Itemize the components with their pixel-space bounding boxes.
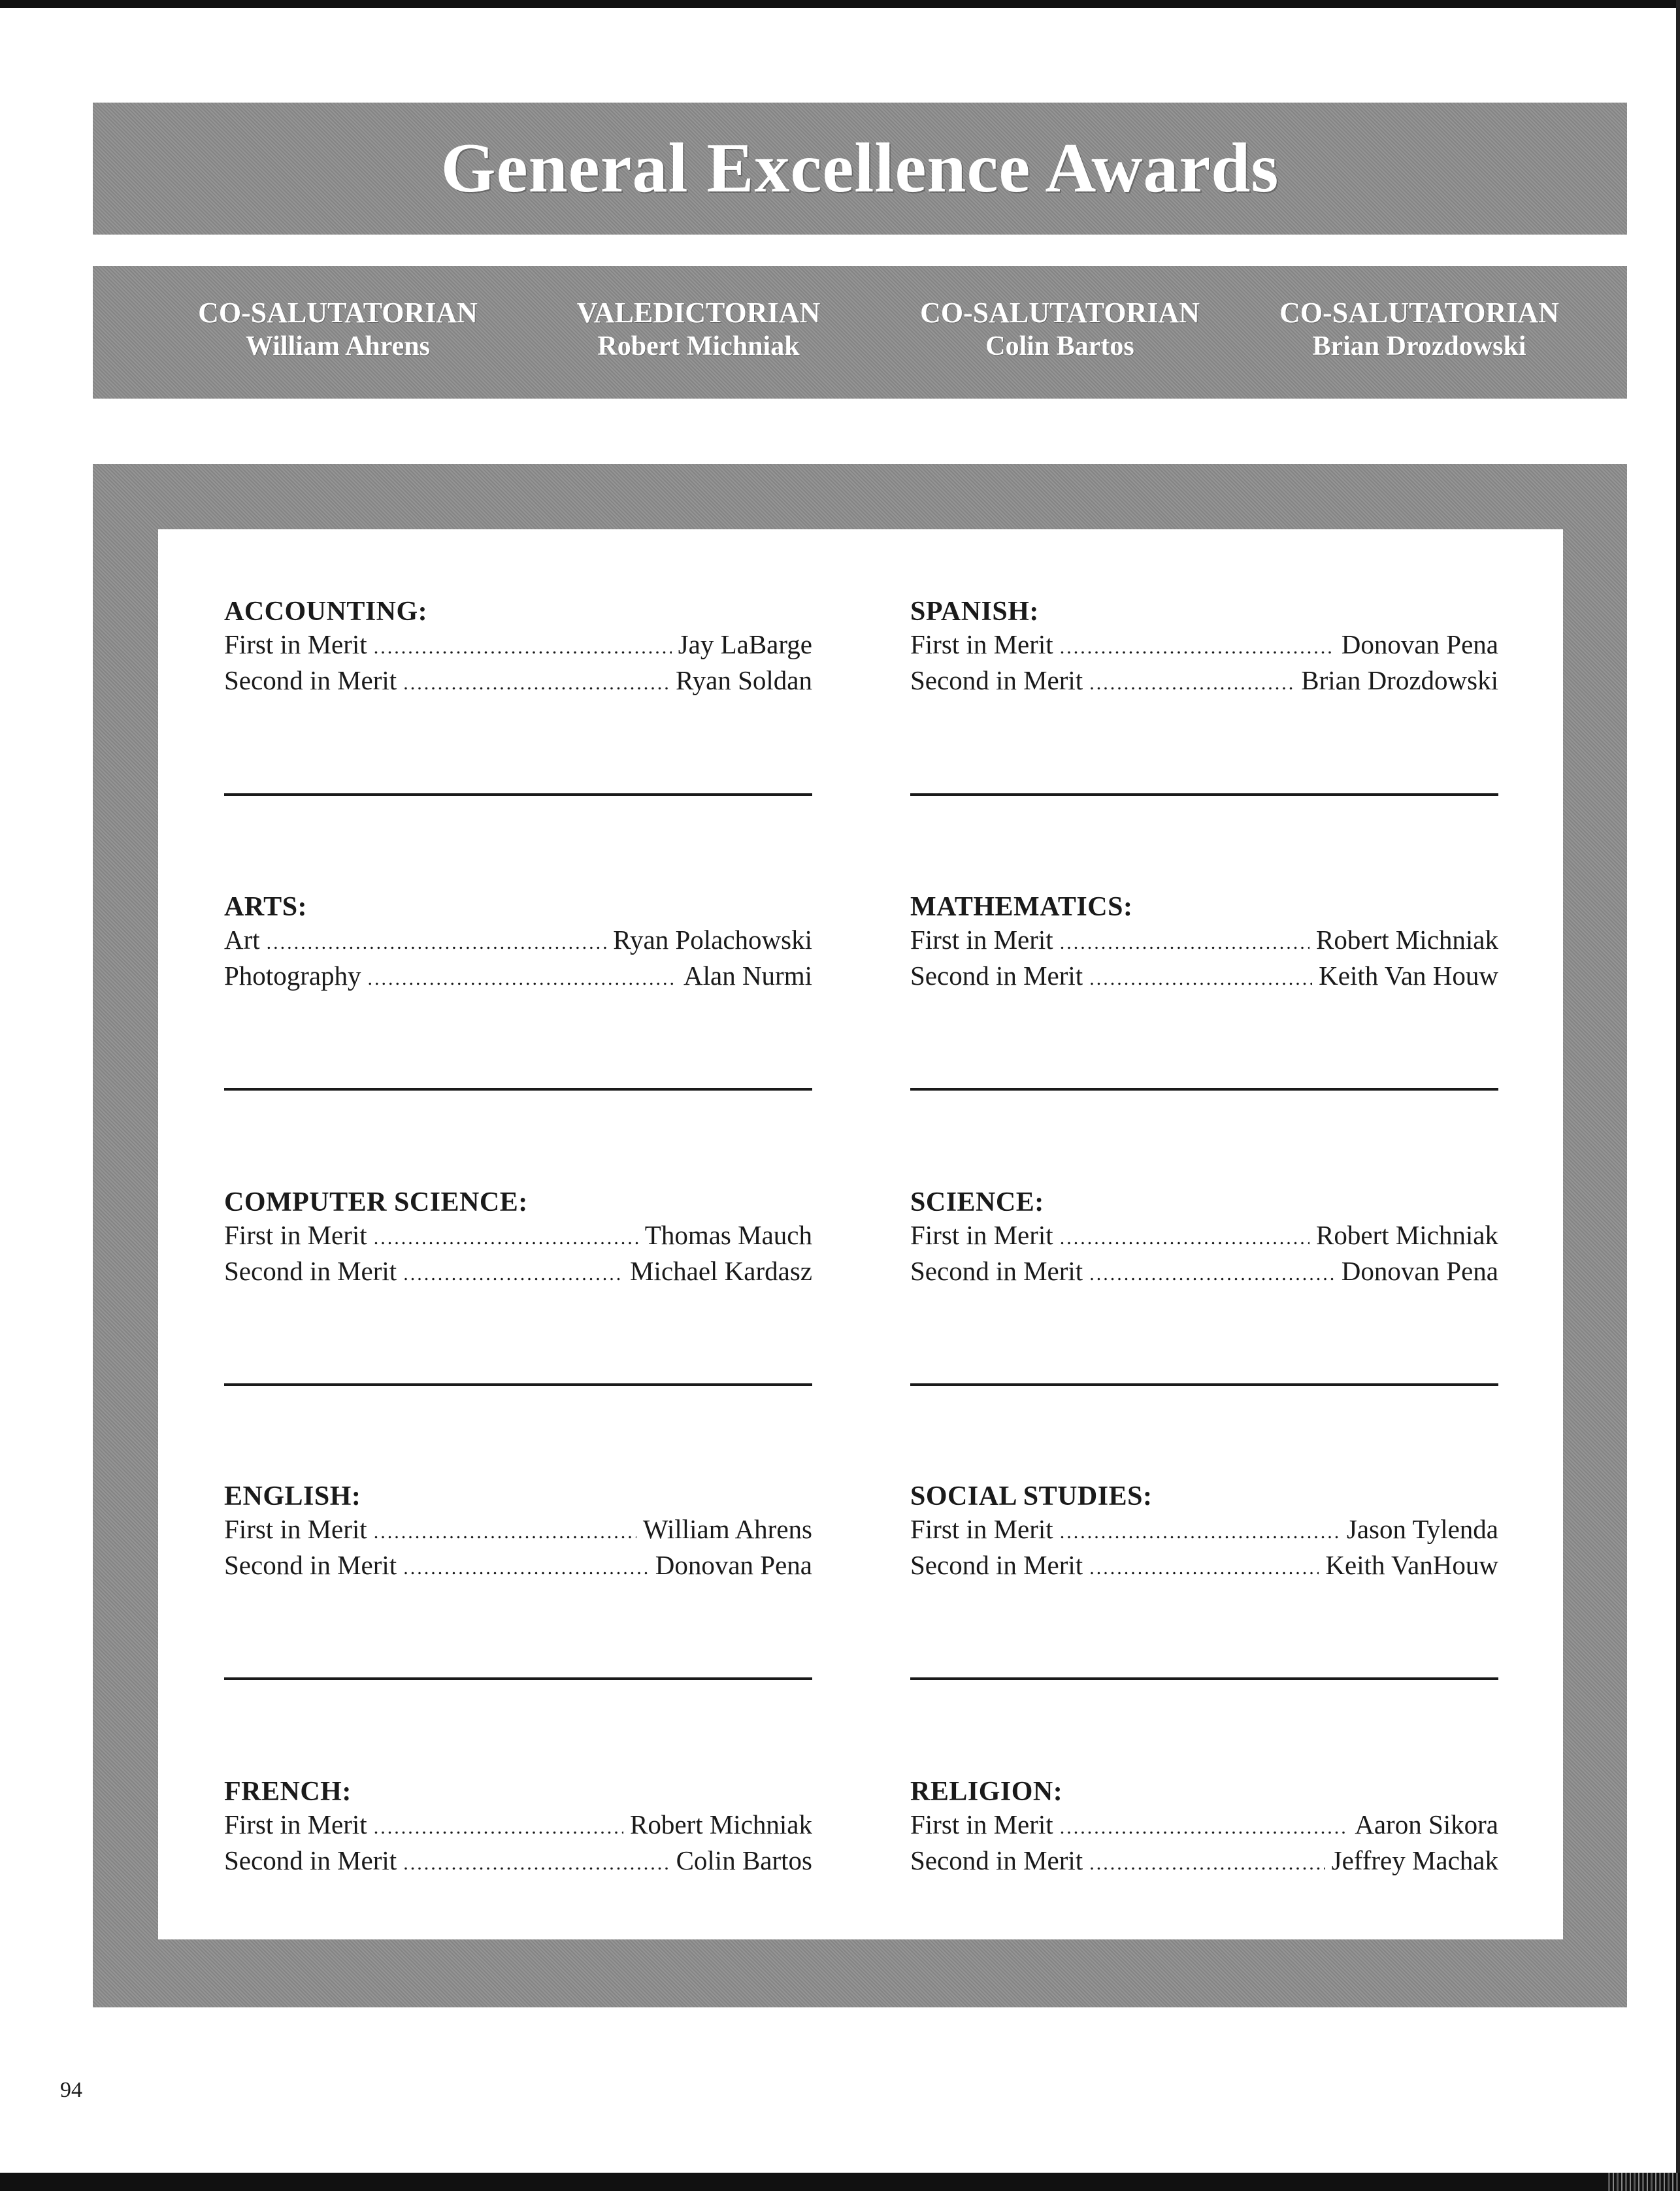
award-label: Second in Merit [224, 1845, 397, 1875]
award-recipient: Keith Van Houw [1319, 961, 1498, 991]
award-label: First in Merit [224, 629, 367, 659]
award-section-social-studies [910, 1480, 1498, 1585]
title-banner [93, 103, 1627, 235]
dot-leader [1060, 927, 1309, 959]
dot-leader [374, 1222, 638, 1255]
section-divider [910, 1383, 1498, 1386]
dot-leader [403, 1552, 649, 1585]
award-recipient: Ryan Polachowski [613, 925, 812, 955]
dot-leader [403, 1258, 623, 1291]
award-recipient: Robert Michniak [1316, 925, 1498, 955]
section-divider [224, 1677, 812, 1680]
dot-leader [374, 1516, 636, 1549]
award-recipient: William Ahrens [642, 1514, 812, 1544]
dot-leader [403, 1847, 669, 1880]
award-row [224, 1255, 812, 1291]
award-row [910, 1808, 1498, 1844]
section-divider [910, 1088, 1498, 1091]
award-section-accounting [224, 595, 812, 700]
section-category: SOCIAL STUDIES: [910, 1481, 1153, 1511]
award-row [910, 1513, 1498, 1549]
page-right-edge [1676, 0, 1680, 2191]
honor-title: CO-SALUTATORIAN [198, 297, 478, 329]
dot-leader [368, 963, 677, 995]
honor-title: CO-SALUTATORIAN [1279, 297, 1559, 329]
honor-co-salutatorian-3 [1236, 296, 1602, 363]
award-row [910, 923, 1498, 959]
award-section-science [910, 1186, 1498, 1291]
award-recipient: Michael Kardasz [630, 1256, 812, 1286]
dot-leader [1060, 631, 1335, 664]
award-recipient: Robert Michniak [630, 1809, 812, 1839]
dot-leader [403, 667, 669, 700]
award-label: First in Merit [224, 1220, 367, 1250]
honor-name: Brian Drozdowski [1312, 331, 1526, 361]
dot-leader [374, 631, 672, 664]
award-row [224, 1844, 812, 1880]
awards-frame [93, 464, 1627, 2007]
page-top-edge [0, 0, 1680, 8]
section-category: ACCOUNTING: [224, 597, 428, 627]
award-section-computer-science [224, 1186, 812, 1291]
section-category: SCIENCE: [910, 1187, 1044, 1217]
binding-spine [1608, 2173, 1680, 2191]
award-label: Second in Merit [910, 1845, 1083, 1875]
award-row [224, 1549, 812, 1585]
award-label: Second in Merit [224, 665, 397, 695]
award-recipient: Ryan Soldan [675, 665, 812, 695]
award-label: Second in Merit [910, 1550, 1083, 1580]
award-row [224, 923, 812, 959]
section-category: RELIGION: [910, 1777, 1063, 1807]
award-recipient: Keith VanHouw [1325, 1550, 1498, 1580]
honor-title: VALEDICTORIAN [576, 297, 821, 329]
section-divider [224, 1383, 812, 1386]
award-recipient: Donovan Pena [1341, 629, 1498, 659]
dot-leader [1089, 667, 1294, 700]
honor-valedictorian [516, 296, 881, 363]
section-category: SPANISH: [910, 597, 1039, 627]
award-label: First in Merit [910, 1809, 1053, 1839]
dot-leader [1060, 1222, 1309, 1255]
awards-panel [158, 529, 1563, 1939]
award-row [910, 959, 1498, 995]
award-label: Second in Merit [910, 665, 1083, 695]
section-divider [910, 1677, 1498, 1680]
award-recipient: Colin Bartos [676, 1845, 812, 1875]
award-label: Photography [224, 961, 361, 991]
dot-leader [1089, 1258, 1335, 1291]
award-recipient: Donovan Pena [655, 1550, 812, 1580]
award-recipient: Robert Michniak [1316, 1220, 1498, 1250]
section-category: ENGLISH: [224, 1481, 361, 1511]
award-recipient: Aaron Sikora [1355, 1809, 1498, 1839]
award-recipient: Donovan Pena [1341, 1256, 1498, 1286]
section-category: FRENCH: [224, 1777, 352, 1807]
honor-co-salutatorian-1 [155, 296, 521, 363]
honors-banner [93, 266, 1627, 399]
award-row [910, 664, 1498, 700]
award-label: Art [224, 925, 260, 955]
award-row [910, 1219, 1498, 1255]
honor-title: CO-SALUTATORIAN [920, 297, 1200, 329]
award-label: First in Merit [910, 629, 1053, 659]
award-section-french [224, 1775, 812, 1880]
award-row [224, 959, 812, 995]
award-row [910, 1844, 1498, 1880]
section-category: COMPUTER SCIENCE: [224, 1187, 528, 1217]
award-row [224, 1219, 812, 1255]
dot-leader [1060, 1811, 1349, 1844]
section-category: MATHEMATICS: [910, 892, 1133, 922]
honor-name: Robert Michniak [597, 331, 800, 361]
section-divider [224, 1088, 812, 1091]
award-label: First in Merit [224, 1809, 367, 1839]
award-label: Second in Merit [224, 1256, 397, 1286]
award-label: First in Merit [224, 1514, 367, 1544]
award-row [224, 664, 812, 700]
award-label: First in Merit [910, 1220, 1053, 1250]
section-divider [224, 793, 812, 796]
award-row [910, 1549, 1498, 1585]
award-row [224, 628, 812, 664]
award-row [910, 1255, 1498, 1291]
award-label: First in Merit [910, 1514, 1053, 1544]
award-row [910, 628, 1498, 664]
page-title: General Excellence Awards [440, 129, 1279, 207]
award-row [224, 1808, 812, 1844]
dot-leader [1089, 1552, 1319, 1585]
award-section-mathematics [910, 891, 1498, 995]
award-recipient: Jay LaBarge [678, 629, 812, 659]
award-label: First in Merit [910, 925, 1053, 955]
dot-leader [267, 927, 607, 959]
honor-name: Colin Bartos [985, 331, 1134, 361]
honor-name: William Ahrens [245, 331, 430, 361]
section-category: ARTS: [224, 892, 308, 922]
award-section-arts [224, 891, 812, 995]
dot-leader [1089, 963, 1312, 995]
award-section-english [224, 1480, 812, 1585]
award-recipient: Brian Drozdowski [1301, 665, 1498, 695]
honor-co-salutatorian-2 [877, 296, 1243, 363]
award-recipient: Alan Nurmi [684, 961, 812, 991]
award-recipient: Jeffrey Machak [1331, 1845, 1498, 1875]
award-recipient: Jason Tylenda [1346, 1514, 1498, 1544]
award-recipient: Thomas Mauch [644, 1220, 812, 1250]
award-label: Second in Merit [224, 1550, 397, 1580]
award-section-spanish [910, 595, 1498, 700]
dot-leader [374, 1811, 623, 1844]
award-label: Second in Merit [910, 1256, 1083, 1286]
award-row [224, 1513, 812, 1549]
award-section-religion [910, 1775, 1498, 1880]
dot-leader [1089, 1847, 1325, 1880]
section-divider [910, 793, 1498, 796]
page-number: 94 [60, 2078, 82, 2102]
dot-leader [1060, 1516, 1340, 1549]
scan-bottom-strip [0, 2173, 1680, 2191]
award-label: Second in Merit [910, 961, 1083, 991]
